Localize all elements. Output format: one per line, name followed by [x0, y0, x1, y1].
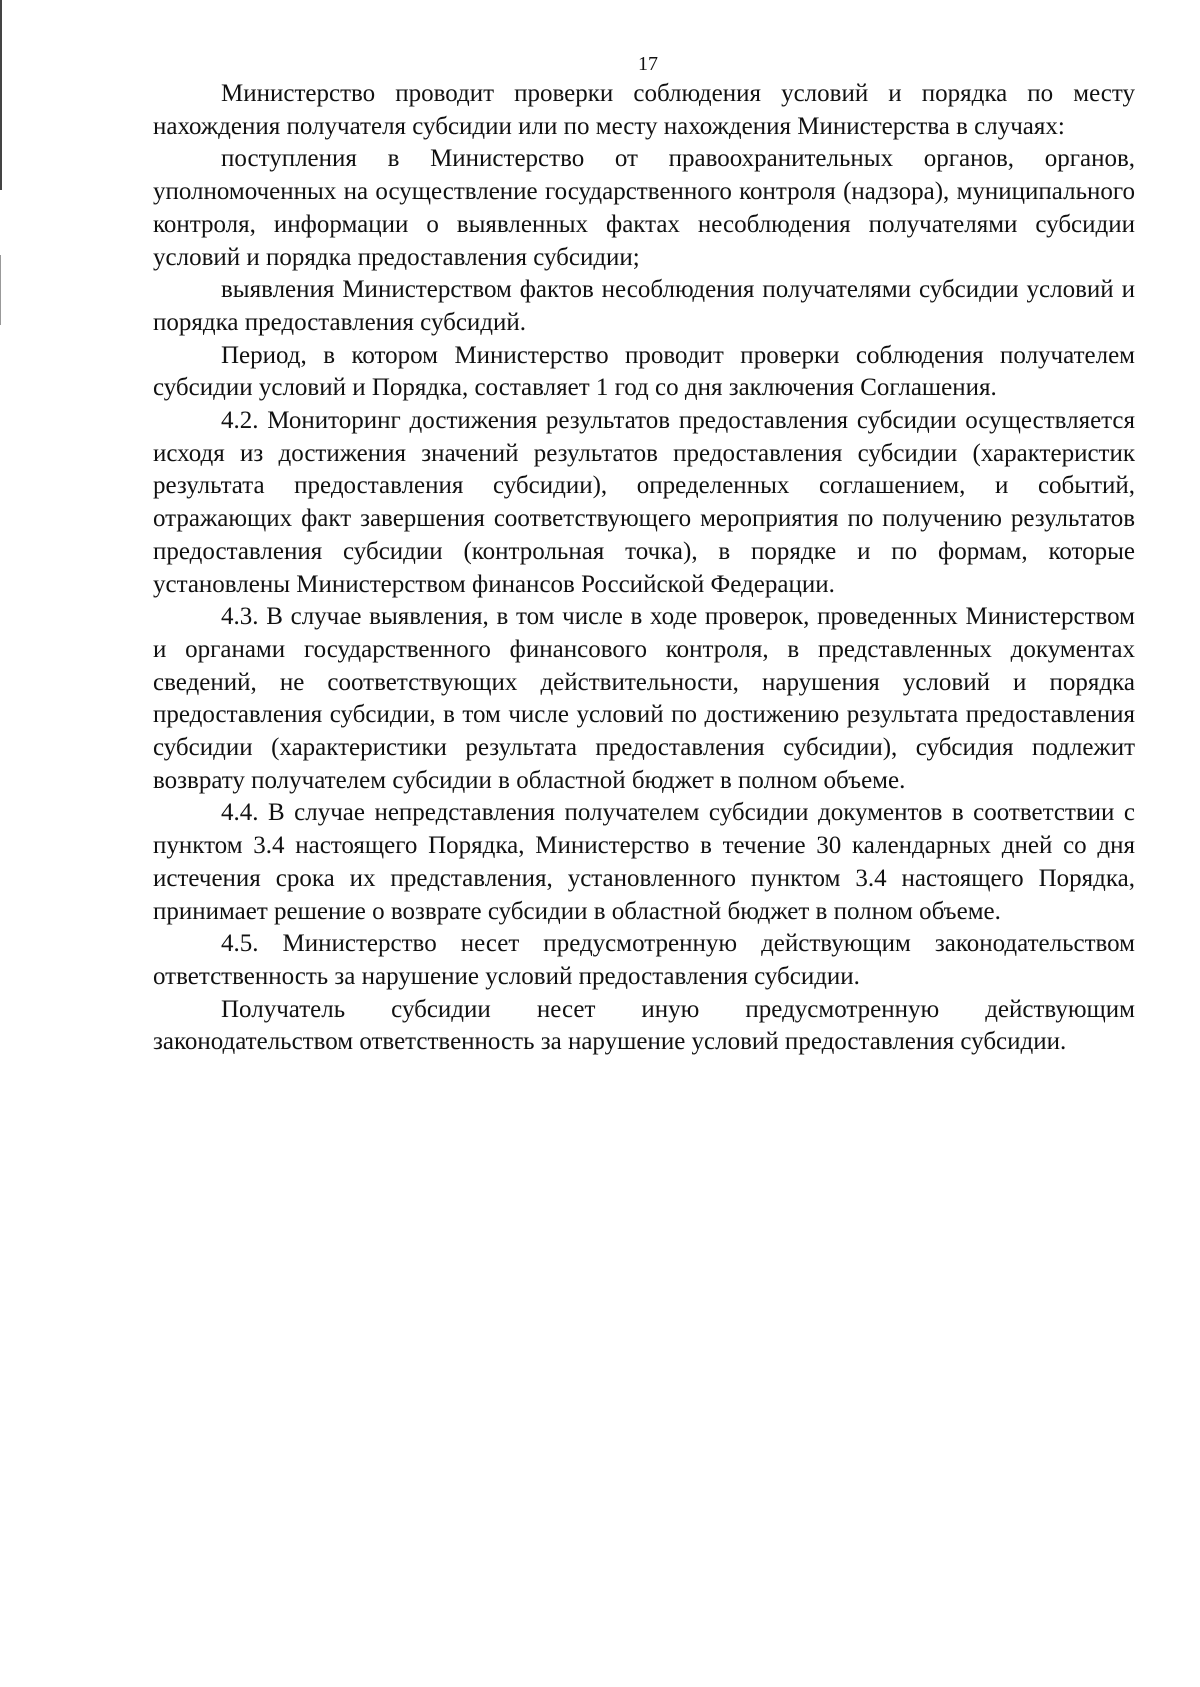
paragraph: выявления Министерством фактов несоблюдения получателями субсидии условий и порядка предоставления субсидий.	[153, 276, 1135, 336]
paragraph: Период, в котором Министерство проводит проверки соблюдения получателем субсидии условий и Порядка, составляет 1 год со дня заключения Соглашения.	[153, 341, 1135, 402]
paragraph-section-4-3: 4.3. В случае выявления, в том числе в ходе проверок, проведенных Министерством и органами государственного финансового контроля, в представленных документах сведений, не соответствующих действительности, нарушения условий и порядка предоставления субсидии, в том числе условий по достижению результата предоставления субсидии (характеристики результата предоставления субсидии), субсидия подлежит возврату получателем субсидии в областной бюджет в полном объеме.	[153, 603, 1135, 794]
paragraph: Получатель субсидии несет иную предусмотренную действующим законодательством ответственность за нарушение условий предоставления субсидии.	[153, 995, 1135, 1056]
paragraph-section-4-4: 4.4. В случае непредставления получателем субсидии документов в соответствии с пунктом 3.4 настоящего Порядка, Министерство в течение 30 календарных дней со дня истечения срока их представления, установленного пунктом 3.4 настоящего Порядка, принимает решение о возврате субсидии в областной бюджет в полном объеме.	[153, 799, 1135, 925]
paragraph: поступления в Министерство от правоохранительных органов, органов, уполномоченных на осуществление государственного контроля (надзора), муниципального контроля, информации о выявленных фактах несоблюдения получателями субсидии условий и порядка предоставления субсидии;	[153, 145, 1135, 271]
scan-edge-mark	[0, 255, 1, 325]
document-body	[153, 78, 1135, 1059]
scan-edge-mark	[0, 0, 2, 190]
paragraph: Министерство проводит проверки соблюдения условий и порядка по месту нахождения получателя субсидии или по месту нахождения Министерства в случаях:	[153, 80, 1135, 140]
paragraph-section-4-2: 4.2. Мониторинг достижения результатов предоставления субсидии осуществляется исходя из достижения значений результатов предоставления субсидии (характеристик результата предоставления субсидии), определенных соглашением, и событий, отражающих факт завершения соответствующего мероприятия по получению результатов предоставления субсидии (контрольная точка), в порядке и по формам, которые установлены Министерством финансов Российской Федерации.	[153, 407, 1135, 598]
page-number: 17	[638, 53, 658, 75]
paragraph-section-4-5: 4.5. Министерство несет предусмотренную действующим законодательством ответственность за нарушение условий предоставления субсидии.	[153, 930, 1135, 990]
